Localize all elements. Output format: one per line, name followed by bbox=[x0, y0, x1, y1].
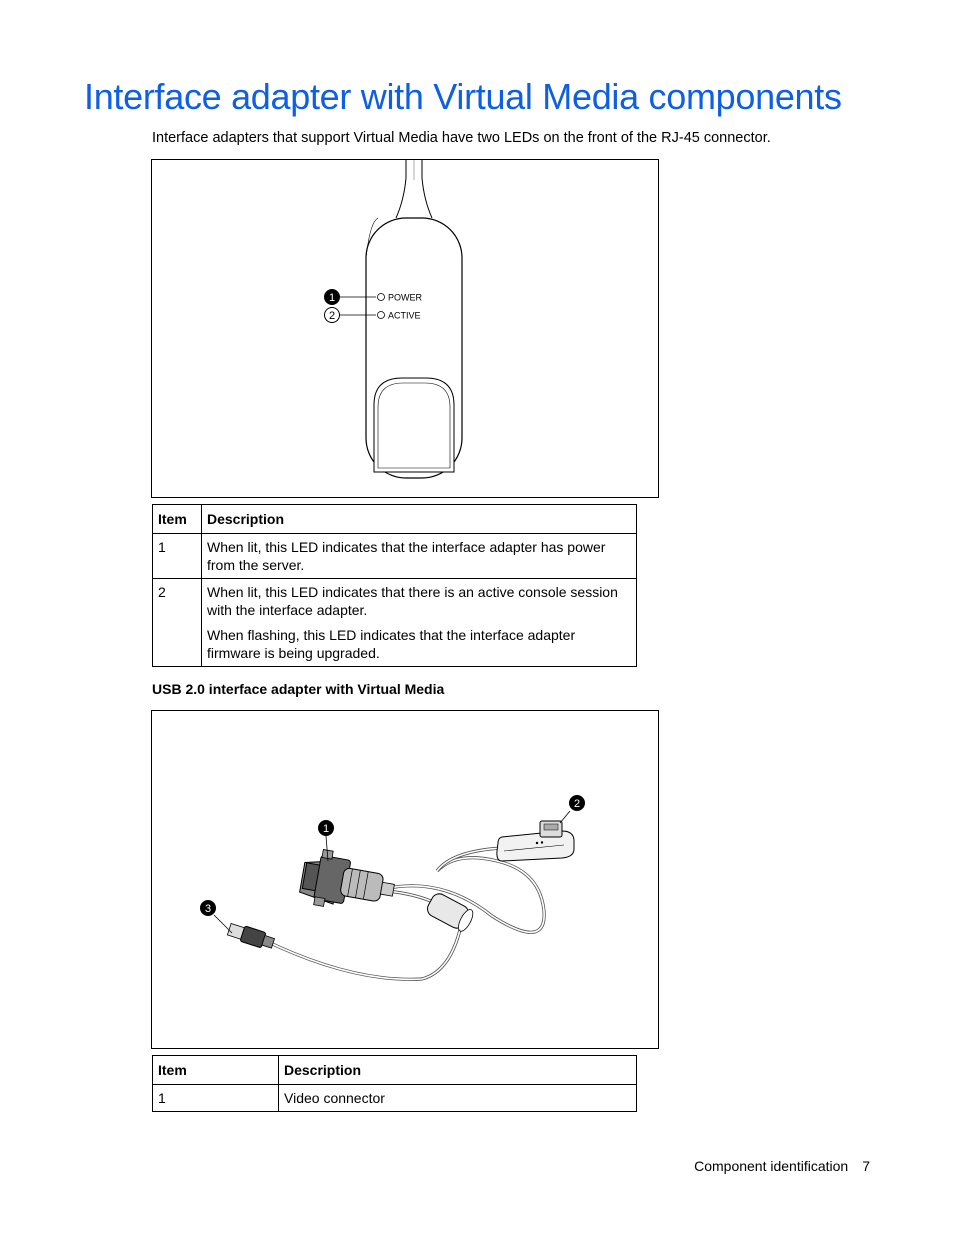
item-column-header: Item bbox=[153, 1056, 279, 1085]
adapter-led-illustration bbox=[152, 160, 658, 497]
item-cell: 2 bbox=[153, 579, 202, 667]
item-column-header: Item bbox=[153, 505, 202, 534]
rj45-adapter bbox=[497, 821, 574, 861]
active-led-icon bbox=[378, 312, 385, 319]
usb-legend-table bbox=[152, 1055, 637, 1112]
item-cell: 1 bbox=[153, 534, 202, 579]
footer-section-title: Component identification bbox=[694, 1158, 849, 1174]
table-row bbox=[153, 534, 637, 579]
usb-adapter-figure bbox=[151, 710, 659, 1049]
callout-2-label: 2 bbox=[328, 310, 336, 322]
usb-adapter-illustration bbox=[152, 711, 658, 1048]
adapter-led-figure bbox=[151, 159, 659, 498]
description-cell: Video connector bbox=[279, 1085, 637, 1112]
video-connector bbox=[298, 847, 398, 918]
description-text: When lit, this LED indicates that there is an active console session with the interface adapter. bbox=[207, 584, 618, 618]
description-column-header: Description bbox=[202, 505, 637, 534]
power-led-label: POWER bbox=[388, 292, 423, 303]
description-column-header: Description bbox=[279, 1056, 637, 1085]
callout-3-label: 3 bbox=[204, 903, 212, 915]
page-number: 7 bbox=[862, 1158, 870, 1174]
callout-1-label: 1 bbox=[322, 823, 330, 835]
table-row bbox=[153, 579, 637, 667]
intro-paragraph: Interface adapters that support Virtual Media have two LEDs on the front of the RJ-45 connector. bbox=[152, 130, 771, 146]
description-text: When lit, this LED indicates that the interface adapter has power from the server. bbox=[207, 539, 606, 573]
page-footer bbox=[694, 1158, 870, 1174]
table-row bbox=[153, 1085, 637, 1112]
power-led-icon bbox=[378, 294, 385, 301]
table-header-row bbox=[153, 1056, 637, 1085]
ferrite-bead bbox=[425, 891, 476, 933]
description-cell bbox=[202, 579, 637, 667]
description-cell bbox=[202, 534, 637, 579]
callout-2-label: 2 bbox=[573, 798, 581, 810]
item-cell: 1 bbox=[153, 1085, 279, 1112]
description-text: When flashing, this LED indicates that the interface adapter firmware is being upgraded. bbox=[207, 627, 576, 661]
active-led-label: ACTIVE bbox=[388, 310, 421, 321]
figure-caption: USB 2.0 interface adapter with Virtual Media bbox=[152, 681, 445, 697]
led-legend-table bbox=[152, 504, 637, 667]
callout-1-label: 1 bbox=[328, 292, 336, 304]
usb-connector bbox=[227, 922, 276, 951]
page-title: Interface adapter with Virtual Media components bbox=[84, 76, 842, 117]
table-header-row bbox=[153, 505, 637, 534]
